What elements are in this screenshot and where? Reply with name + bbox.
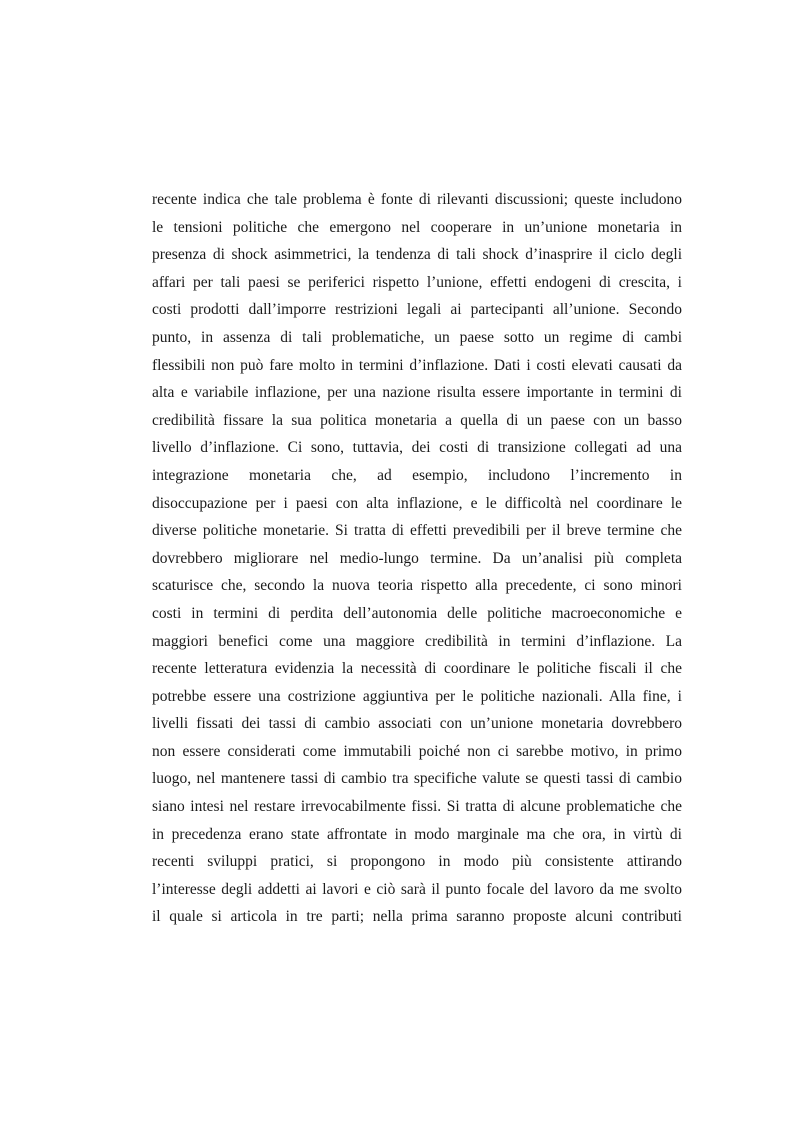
paragraph-line-24: in precedenza erano state affrontate in modo marginale ma che ora, in virtù di: [152, 825, 682, 843]
paragraph-line-3: presenza di shock asimmetrici, la tendenza di tali shock d’inasprire il ciclo degli: [152, 246, 682, 264]
paragraph-line-16: costi in termini di perdita dell’autonomia delle politiche macroeconomiche e: [152, 604, 682, 622]
paragraph-line-10: livello d’inflazione. Ci sono, tuttavia, dei costi di transizione collegati ad una: [152, 439, 682, 457]
paragraph-line-1: recente indica che tale problema è fonte di rilevanti discussioni; queste includono: [152, 191, 682, 208]
paragraph-line-22: luogo, nel mantenere tassi di cambio tra specifiche valute se questi tassi di cambio: [152, 770, 682, 788]
paragraph-line-23: siano intesi nel restare irrevocabilmente fissi. Si tratta di alcune problematiche che: [152, 798, 682, 816]
paragraph-line-25: recenti sviluppi pratici, si propongono in modo più consistente attirando: [152, 853, 682, 871]
paragraph-line-4: affari per tali paesi se periferici rispetto l’unione, effetti endogeni di crescita, i: [152, 273, 682, 291]
paragraph-line-14: dovrebbero migliorare nel medio-lungo termine. Da un’analisi più completa: [152, 549, 682, 567]
paragraph-line-2: le tensioni politiche che emergono nel cooperare in un’unione monetaria in: [152, 218, 682, 236]
paragraph-line-9: credibilità fissare la sua politica monetaria a quella di un paese con un basso: [152, 411, 682, 429]
paragraph-line-11: integrazione monetaria che, ad esempio, includono l’incremento in: [152, 466, 682, 484]
paragraph-line-26: l’interesse degli addetti ai lavori e ciò sarà il punto focale del lavoro da me svolto: [152, 880, 682, 898]
paragraph-line-19: potrebbe essere una costrizione aggiuntiva per le politiche nazionali. Alla fine, i: [152, 687, 682, 705]
paragraph-line-20: livelli fissati dei tassi di cambio associati con un’unione monetaria dovrebbero: [152, 715, 682, 733]
paragraph-line-21: non essere considerati come immutabili poiché non ci sarebbe motivo, in primo: [152, 742, 682, 760]
body-paragraph: [152, 186, 682, 931]
paragraph-line-15: scaturisce che, secondo la nuova teoria rispetto alla precedente, ci sono minori: [152, 577, 682, 595]
paragraph-line-7: flessibili non può fare molto in termini d’inflazione. Dati i costi elevati causati da: [152, 356, 682, 374]
paragraph-line-17: maggiori benefici come una maggiore credibilità in termini d’inflazione. La: [152, 632, 682, 650]
paragraph-line-18: recente letteratura evidenzia la necessità di coordinare le politiche fiscali il che: [152, 660, 682, 678]
paragraph-line-12: disoccupazione per i paesi con alta inflazione, e le difficoltà nel coordinare le: [152, 494, 682, 512]
paragraph-line-27: il quale si articola in tre parti; nella prima saranno proposte alcuni contributi: [152, 908, 682, 926]
paragraph-line-13: diverse politiche monetarie. Si tratta di effetti prevedibili per il breve termine che: [152, 522, 682, 540]
paragraph-line-8: alta e variabile inflazione, per una nazione risulta essere importante in termini di: [152, 384, 682, 402]
paragraph-line-5: costi prodotti dall’imporre restrizioni legali ai partecipanti all’unione. Secondo: [152, 301, 682, 319]
paragraph-line-6: punto, in assenza di tali problematiche, un paese sotto un regime di cambi: [152, 328, 682, 346]
